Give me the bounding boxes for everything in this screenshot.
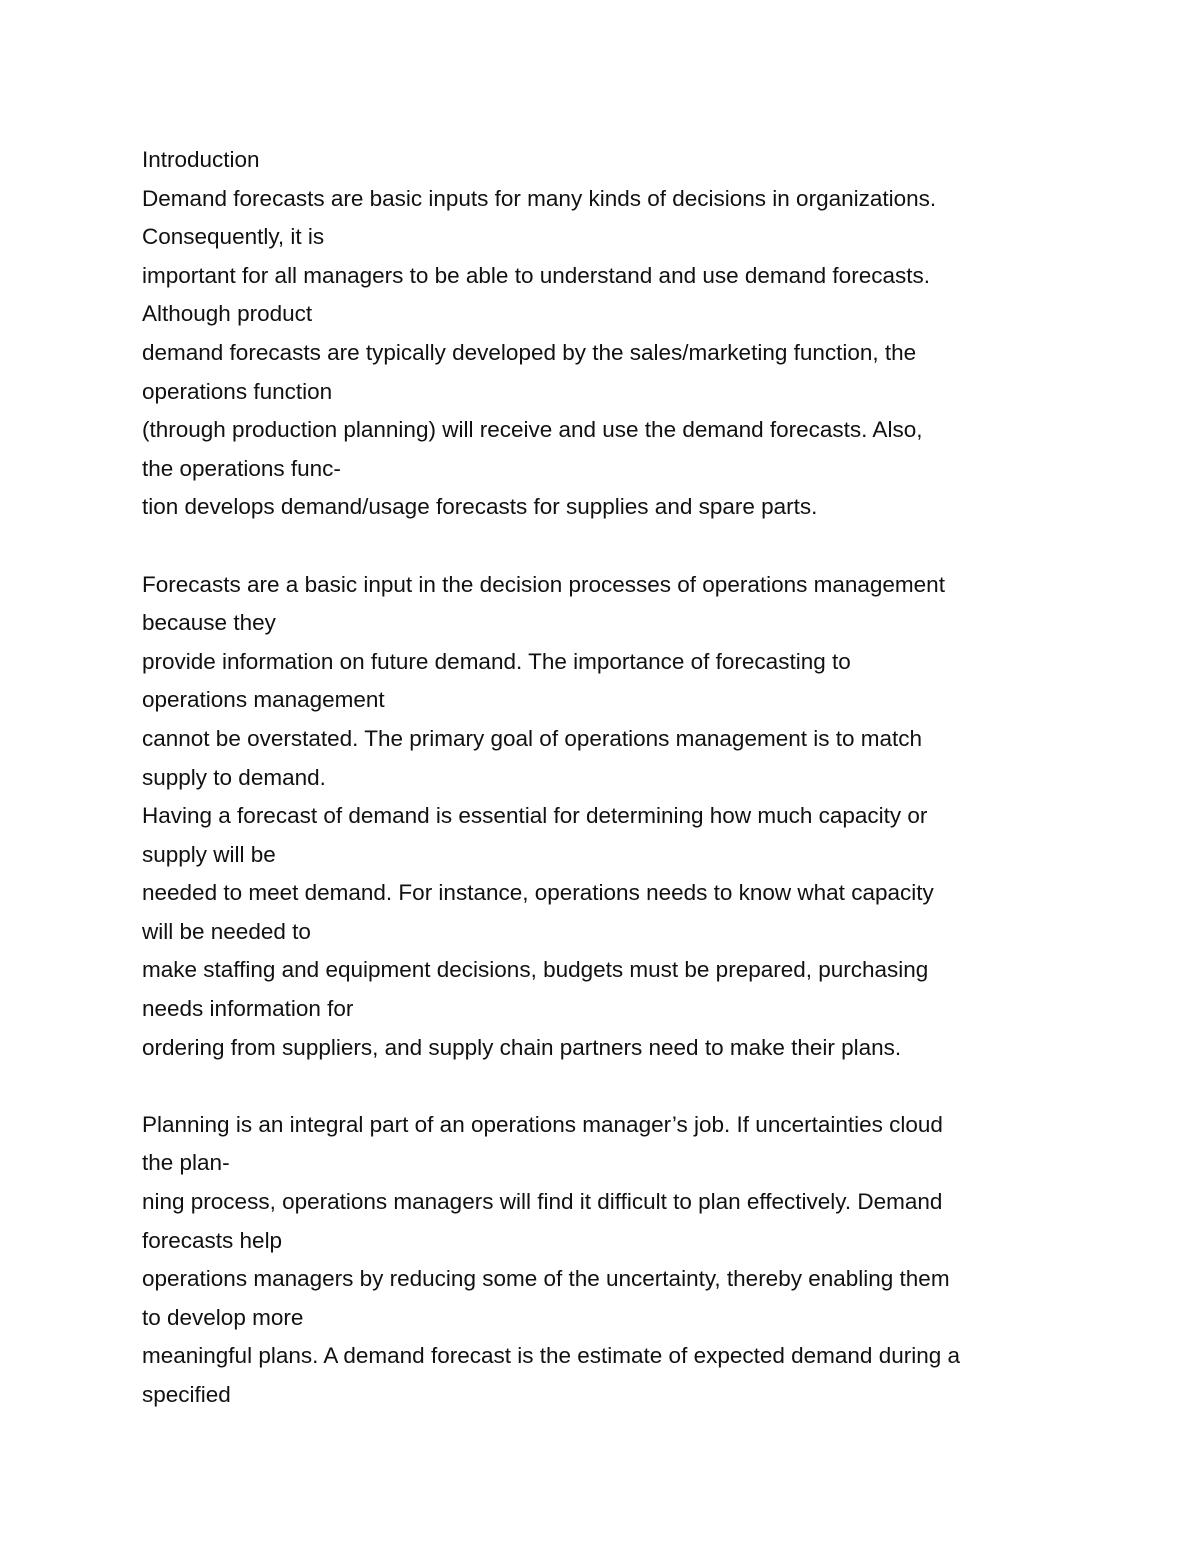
text-line: Consequently, it is	[142, 224, 325, 250]
text-line: cannot be overstated. The primary goal of operations management is to match	[142, 725, 923, 751]
text-line: Planning is an integral part of an operations manager’s job. If uncertainties cloud	[142, 1111, 943, 1137]
text-line: the plan-	[142, 1150, 230, 1176]
paragraph-1	[142, 180, 1142, 527]
text-line: tion develops demand/usage forecasts for supplies and spare parts.	[142, 494, 818, 520]
text-line: Forecasts are a basic input in the decision processes of operations management	[142, 571, 945, 597]
paragraph-spacer	[142, 527, 1142, 566]
text-line: important for all managers to be able to understand and use demand forecasts.	[142, 262, 930, 288]
text-line: needs information for	[142, 996, 354, 1022]
text-line: ning process, operations managers will find it difficult to plan effectively. Demand	[142, 1189, 943, 1215]
text-line: operations management	[142, 687, 385, 713]
text-line: operations managers by reducing some of the uncertainty, thereby enabling them	[142, 1266, 950, 1292]
text-line: operations function	[142, 378, 333, 404]
text-line: specified	[142, 1382, 231, 1407]
text-line: Although product	[142, 301, 313, 327]
paragraph-spacer	[142, 1067, 1142, 1106]
text-line: Having a forecast of demand is essential for determining how much capacity or	[142, 803, 928, 829]
section-heading: Introduction	[142, 147, 260, 172]
text-line: Demand forecasts are basic inputs for many kinds of decisions in organizations.	[142, 185, 937, 211]
document-page	[142, 141, 1142, 1415]
text-line: the operations func-	[142, 455, 341, 481]
text-line: demand forecasts are typically developed by the sales/marketing function, the	[142, 339, 917, 365]
text-line: supply will be	[142, 841, 276, 867]
text-line: needed to meet demand. For instance, operations needs to know what capacity	[142, 880, 934, 906]
text-line: (through production planning) will receive and use the demand forecasts. Also,	[142, 417, 923, 443]
paragraph-3	[142, 1106, 1142, 1415]
text-line: meaningful plans. A demand forecast is the estimate of expected demand during a	[142, 1343, 961, 1369]
text-line: forecasts help	[142, 1227, 283, 1253]
text-line: will be needed to	[142, 918, 311, 944]
text-line: provide information on future demand. The importance of forecasting to	[142, 648, 851, 674]
text-line: supply to demand.	[142, 764, 326, 790]
text-line: make staffing and equipment decisions, budgets must be prepared, purchasing	[142, 957, 929, 983]
text-line: to develop more	[142, 1304, 304, 1330]
text-line: ordering from suppliers, and supply chain partners need to make their plans.	[142, 1034, 902, 1060]
text-line: because they	[142, 610, 276, 636]
paragraph-2	[142, 566, 1142, 1068]
